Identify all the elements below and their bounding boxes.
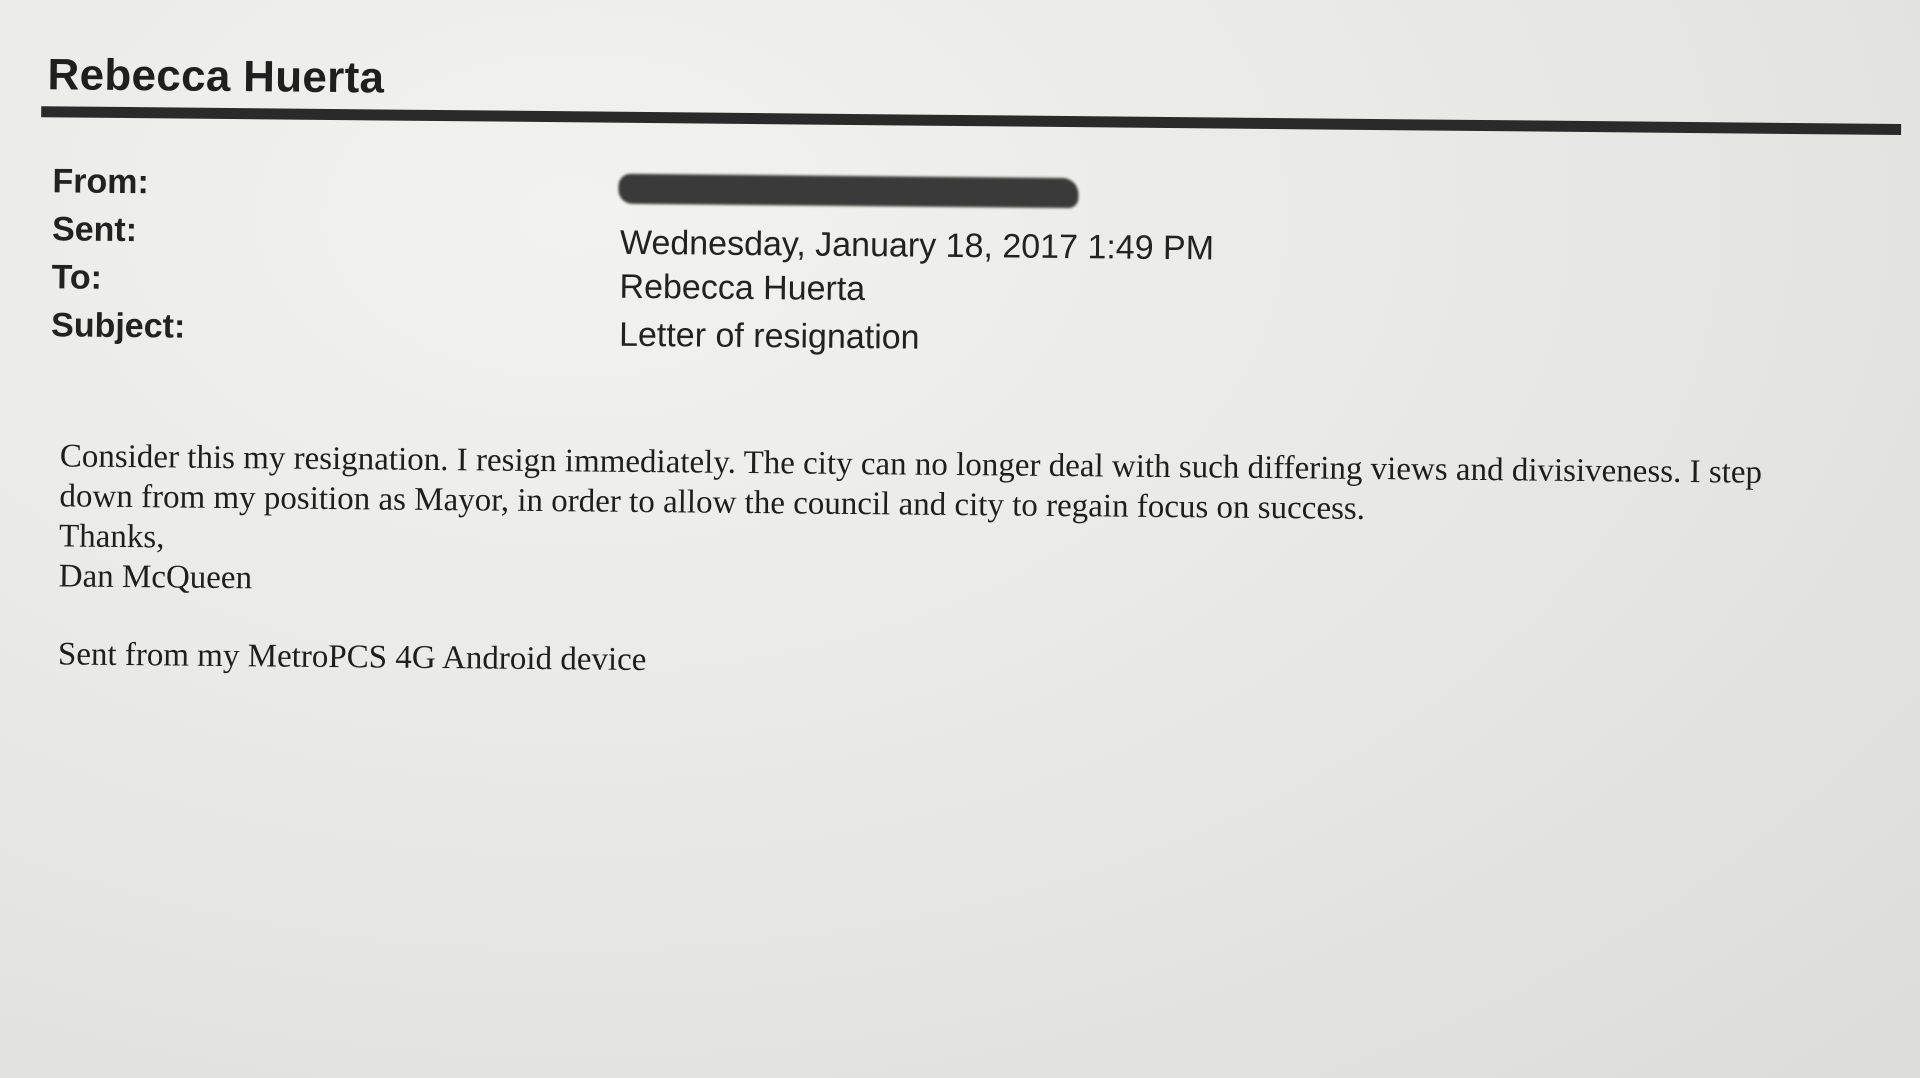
- body-line-1: Consider this my resignation. I resign immediately. The city can no longer deal with such differing views and divisiveness. I step: [59, 438, 1763, 491]
- redacted-sender-address: [618, 174, 1078, 208]
- mobile-signature-footer: Sent from my MetroPCS 4G Android device: [57, 636, 647, 679]
- sent-label: Sent:: [51, 210, 138, 250]
- mailbox-owner-name: Rebecca Huerta: [47, 50, 385, 103]
- to-value: Rebecca Huerta: [619, 267, 866, 309]
- subject-label: Subject:: [50, 306, 186, 346]
- body-line-2: down from my position as Mayor, in order to allow the council and city to regain focus on success.: [59, 478, 1366, 527]
- header-divider: [41, 106, 1901, 135]
- subject-value: Letter of resignation: [618, 315, 920, 357]
- from-label: From:: [52, 162, 150, 202]
- email-printout: [12, 26, 1912, 1054]
- to-label: To:: [51, 258, 103, 297]
- closing-text: Thanks,: [58, 518, 165, 556]
- sent-value: Wednesday, January 18, 2017 1:49 PM: [619, 223, 1215, 268]
- signature-name: Dan McQueen: [58, 558, 253, 597]
